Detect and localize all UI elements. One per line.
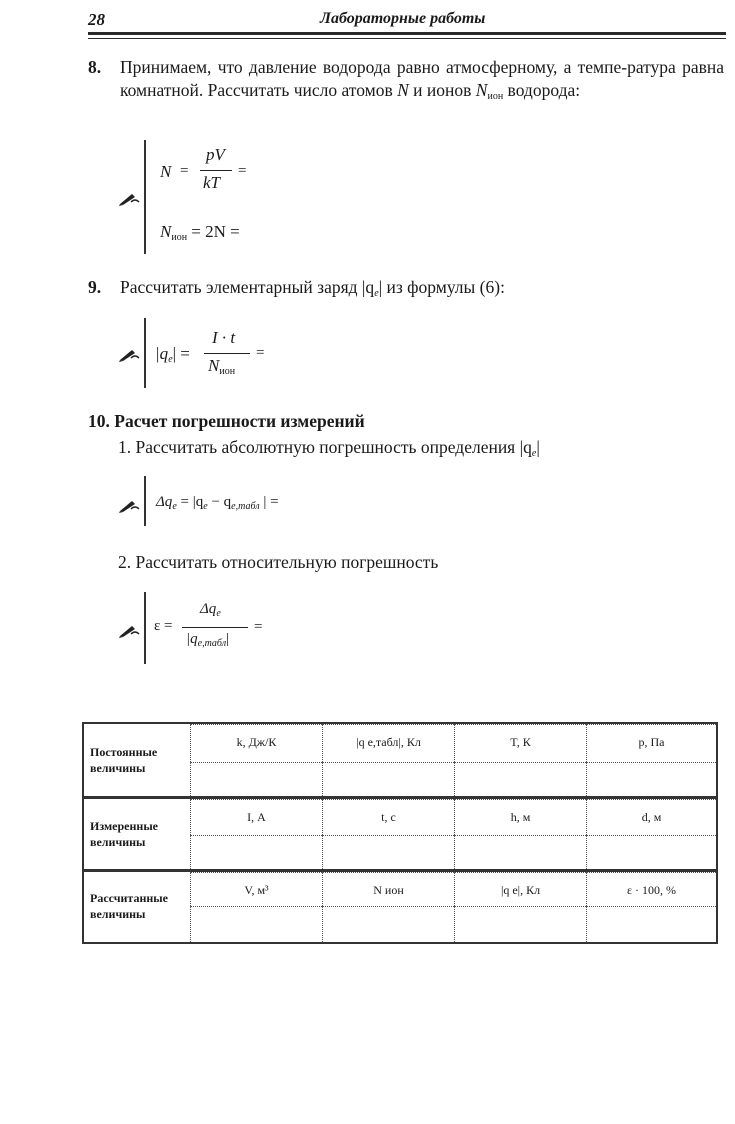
item-10-step1: 1. Рассчитать абсолютную погрешность определения $|q_e|$	[118, 437, 540, 459]
pencil-icon	[118, 497, 140, 513]
header-cell: h, м	[454, 799, 586, 835]
header-cell: V, м³	[190, 872, 322, 906]
formula-bar	[144, 592, 146, 664]
value-cell[interactable]	[322, 906, 454, 942]
pencil-icon	[118, 346, 140, 362]
row-label-calculated: Рассчитанные величины	[90, 891, 168, 921]
header-rule-thin	[88, 38, 726, 39]
header-cell: ε · 100, %	[586, 872, 716, 906]
header-cell: |q e,табл|, Кл	[322, 724, 454, 762]
header-cell: T, К	[454, 724, 586, 762]
page-number: 28	[88, 10, 105, 29]
formula-rel-denominator: $|q_{e,табл}|$	[186, 631, 230, 649]
formula-N-numerator: pV	[206, 145, 225, 164]
row-label-measured: Измеренные величины	[90, 819, 159, 849]
value-cell[interactable]	[190, 762, 322, 796]
formula-bar	[144, 476, 146, 526]
running-title: Лабораторные работы	[320, 10, 486, 27]
formula-bar	[144, 318, 146, 388]
value-cell[interactable]	[586, 835, 716, 869]
value-cell[interactable]	[190, 906, 322, 942]
formula-Nion-lhs: $N_{ион} = 2N$ =	[160, 222, 240, 243]
row-label-constants: Постоянные величины	[90, 745, 158, 775]
item-9: 9. Рассчитать элементарный заряд $|q_e|$ из формулы (6):	[88, 277, 505, 299]
formula-bar	[144, 140, 146, 254]
header-cell: t, с	[322, 799, 454, 835]
results-table	[82, 722, 718, 944]
header-cell: k, Дж/К	[190, 724, 322, 762]
header-cell: p, Па	[586, 724, 716, 762]
item-10-step2: 2. Рассчитать относительную погрешность	[118, 552, 439, 572]
header-cell: I, А	[190, 799, 322, 835]
header-cell: |q e|, Кл	[454, 872, 586, 906]
formula-rel-lhs: ε =	[154, 618, 173, 634]
value-cell[interactable]	[322, 835, 454, 869]
item-10-heading: 10. Расчет погрешности измерений	[88, 411, 365, 431]
formula-N-denominator: kT	[203, 173, 220, 192]
formula-rel-numerator: $\Delta q_e$	[200, 601, 221, 619]
item-8-text: Принимаем, что давление водорода равно атмосферному, а темпе-ратура равна комнатной. Рассчитать число атомов N и ионов $N_{ион}$ водорода:	[120, 57, 724, 102]
value-cell[interactable]	[454, 906, 586, 942]
value-cell[interactable]	[586, 762, 716, 796]
value-cell[interactable]	[454, 762, 586, 796]
header-cell: d, м	[586, 799, 716, 835]
formula-N-lhs: N	[160, 162, 172, 181]
value-cell[interactable]	[454, 835, 586, 869]
item-8	[88, 56, 728, 126]
header-cell: N ион	[322, 872, 454, 906]
pencil-icon	[118, 190, 140, 206]
formula-qe-numerator: I · t	[212, 328, 236, 347]
value-cell[interactable]	[322, 762, 454, 796]
header-rule	[88, 32, 726, 35]
formula-qe-lhs: $|q_e|$ =	[155, 344, 190, 365]
item-8-number: 8.	[88, 57, 102, 77]
formula-qe-denominator: $N_{ион}$	[208, 356, 236, 377]
value-cell[interactable]	[190, 835, 322, 869]
pencil-icon	[118, 622, 140, 638]
formula-abs-error: $\Delta q_e = |q_e - q_{e,табл}$ | =	[156, 494, 279, 512]
value-cell[interactable]	[586, 906, 716, 942]
